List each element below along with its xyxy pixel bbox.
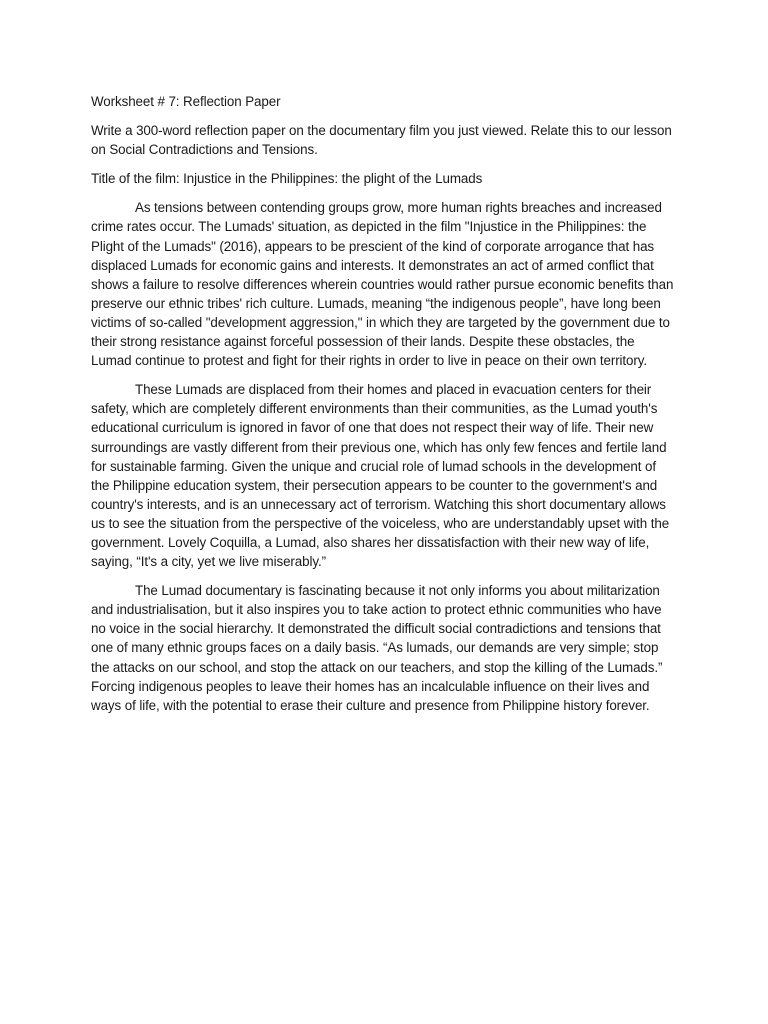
document-body (91, 92, 676, 725)
reflection-paragraph-2: These Lumads are displaced from their homes and placed in evacuation centers for their safety, which are completely different environments than their communities, as the Lumad youth's educational curriculum is ignored in favor of one that does not respect their way of life. Their new surroundings are vastly different from their previous one, which has only few fences and fertile land for sustainable farming. Given the unique and crucial role of lumad schools in the development of the Philippine education system, their persecution appears to be counter to the government's and country's interests, and is an unnecessary act of terrorism. Watching this short documentary allows us to see the situation from the perspective of the voiceless, who are understandably upset with the government. Lovely Coquilla, a Lumad, also shares her dissatisfaction with their new way of life, saying, “It's a city, yet we live miserably.” (91, 382, 670, 570)
reflection-paragraph-3: The Lumad documentary is fascinating because it not only informs you about militarization and industrialisation, but it also inspires you to take action to protect ethnic communities who have no voice in the social hierarchy. It demonstrated the difficult social contradictions and tensions that one of many ethnic groups faces on a daily basis. “As lumads, our demands are very simple; stop the attacks on our school, and stop the attack on our teachers, and stop the killing of the Lumads.” Forcing indigenous peoples to leave their homes has an incalculable influence on their lives and ways of life, with the potential to erase their culture and presence from Philippine history forever. (91, 583, 663, 713)
assignment-instructions: Write a 300-word reflection paper on the documentary film you just viewed. Relate this to our lesson on Social Contradictions and Tensions. (91, 123, 672, 158)
worksheet-heading: Worksheet # 7: Reflection Paper (91, 94, 281, 109)
reflection-paragraph-1: As tensions between contending groups grow, more human rights breaches and increased crime rates occur. The Lumads' situation, as depicted in the film "Injustice in the Philippines: the Plight of the Lumads" (2016), appears to be prescient of the kind of corporate arrogance that has displaced Lumads for economic gains and interests. It demonstrates an act of armed conflict that shows a failure to resolve differences wherein countries would rather pursue economic benefits than preserve our ethnic tribes' rich culture. Lumads, meaning “the indigenous people”, have long been victims of so-called "development aggression," in which they are targeted by the government due to their strong resistance against forceful possession of their lands. Despite these obstacles, the Lumad continue to protest and fight for their rights in order to live in peace on their own territory. (91, 200, 674, 369)
film-title-line: Title of the film: Injustice in the Philippines: the plight of the Lumads (91, 171, 483, 187)
